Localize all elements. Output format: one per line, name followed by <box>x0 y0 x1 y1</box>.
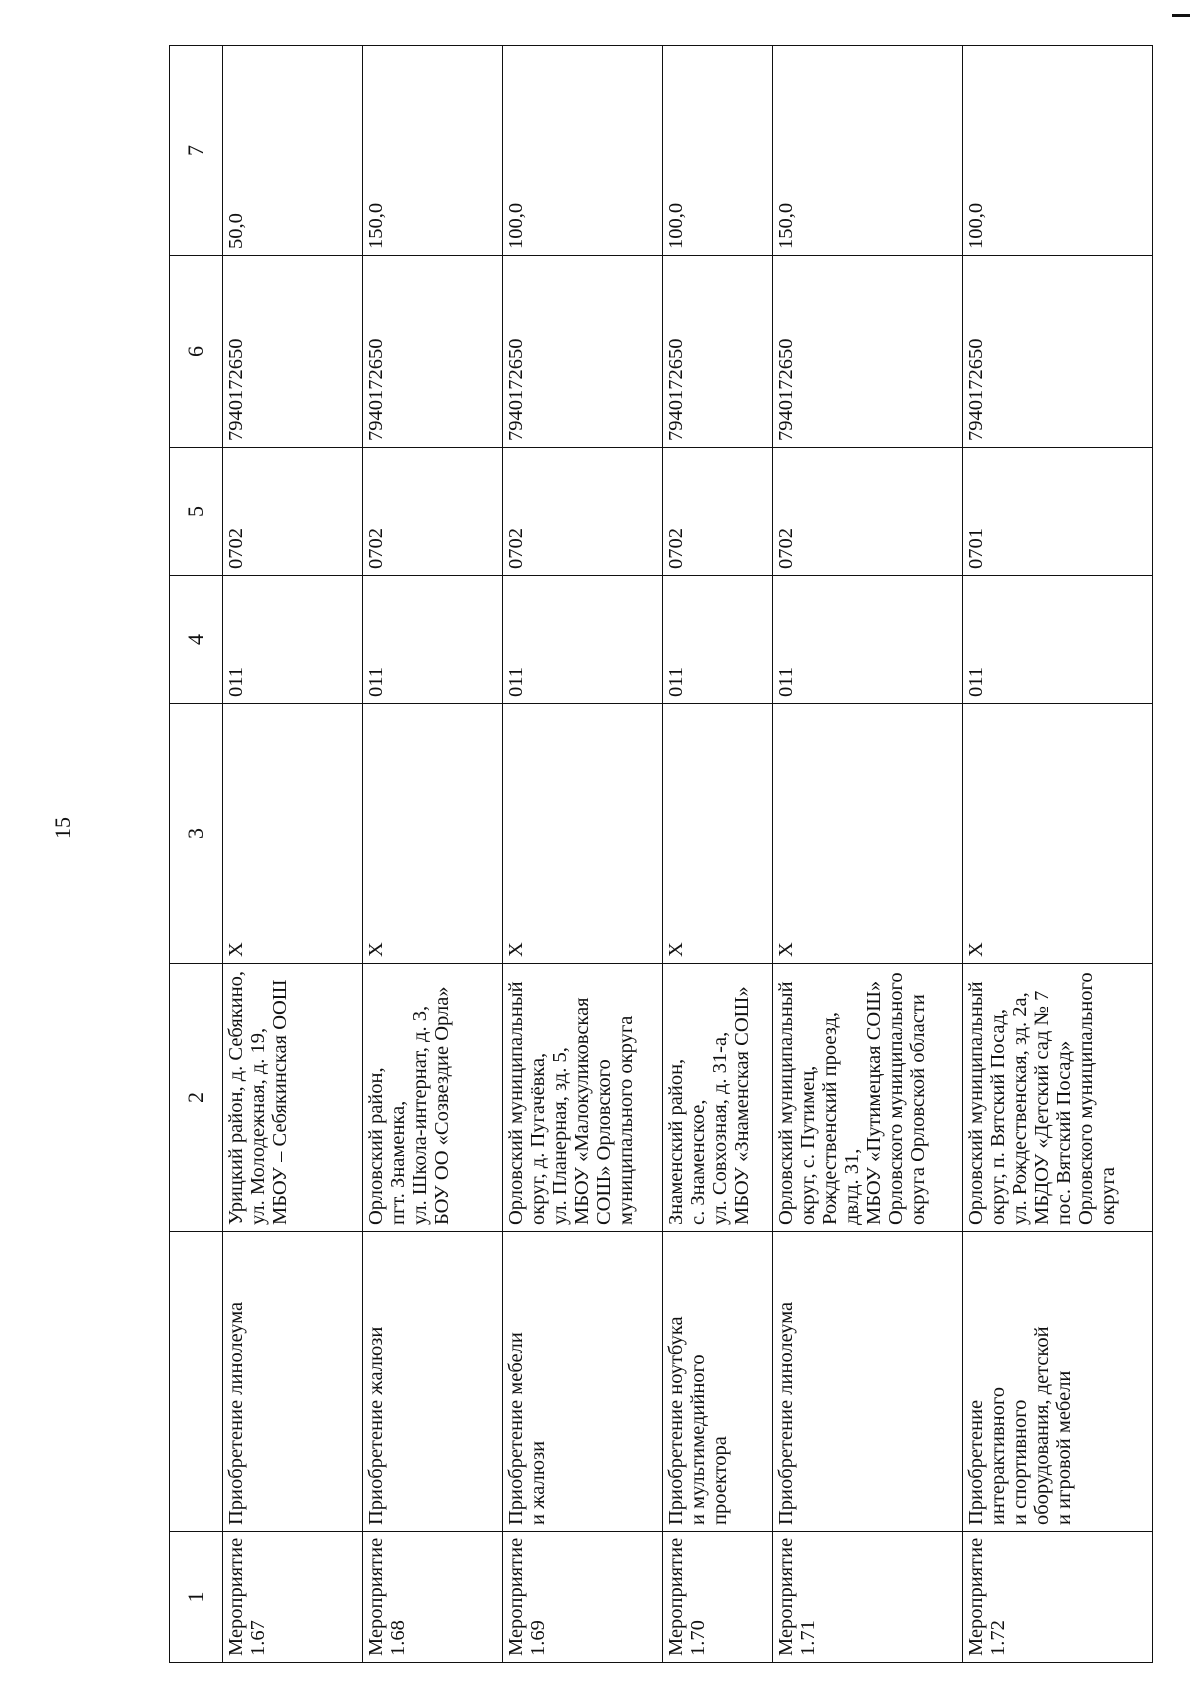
col5-cell: 0702 <box>363 448 503 576</box>
address-cell-line: Рождественский проезд, <box>819 1012 841 1225</box>
address-cell-line: Урицкий район, д. Себякино, <box>225 970 247 1225</box>
header-row <box>170 46 223 1663</box>
purchase-cell-line: Приобретение линолеума <box>225 1301 247 1525</box>
event-cell-line: Мероприятие <box>225 1537 247 1656</box>
col7-cell: 100,0 <box>503 46 663 256</box>
header-cell: 4 <box>170 576 223 704</box>
activities-table <box>169 45 1153 1663</box>
purchase-cell-line: и игровой мебели <box>1053 1370 1075 1525</box>
event-cell-line: Мероприятие <box>775 1537 797 1656</box>
address-cell-line: округ, п. Вятский Посад, <box>987 1008 1009 1225</box>
table-row <box>663 46 773 1663</box>
event-cell-line: 1.68 <box>387 1620 409 1656</box>
col6-cell: 7940172650 <box>963 256 1153 448</box>
event-cell-line: 1.72 <box>987 1620 1009 1656</box>
col4-cell: 011 <box>773 576 963 704</box>
col6-cell: 7940172650 <box>663 256 773 448</box>
table-row <box>223 46 363 1663</box>
address-cell-line: Орловский муниципальный <box>775 981 797 1225</box>
event-cell <box>963 1532 1153 1663</box>
col7-cell: 100,0 <box>963 46 1153 256</box>
page-number: 15 <box>50 817 75 839</box>
address-cell <box>503 964 663 1232</box>
purchase-cell-line: и мультимедийного <box>687 1354 709 1525</box>
col6-cell: 7940172650 <box>503 256 663 448</box>
table-row <box>503 46 663 1663</box>
address-cell-line: Знаменский район, <box>665 1058 687 1225</box>
header-cell: 2 <box>170 964 223 1232</box>
table-row <box>773 46 963 1663</box>
table-container <box>169 46 1119 1663</box>
purchase-cell-line: Приобретение <box>965 1399 987 1525</box>
purchase-cell-line: оборудования, детской <box>1031 1326 1053 1525</box>
purchase-cell-line: Приобретение мебели <box>505 1332 527 1525</box>
purchase-cell <box>223 1232 363 1532</box>
purchase-cell-line: Приобретение ноутбука <box>665 1316 687 1525</box>
address-cell-line: СОШ» Орловского <box>593 1059 615 1225</box>
event-cell <box>663 1532 773 1663</box>
col4-cell: 011 <box>963 576 1153 704</box>
col5-cell: 0702 <box>663 448 773 576</box>
event-cell <box>773 1532 963 1663</box>
address-cell-line: с. Знаменское, <box>687 1099 709 1225</box>
col7-cell: 100,0 <box>663 46 773 256</box>
address-cell-line: ул. Совхозная, д. 31-а, <box>709 1031 731 1225</box>
col7-cell: 150,0 <box>773 46 963 256</box>
col3-cell: Х <box>773 704 963 964</box>
col5-cell: 0702 <box>773 448 963 576</box>
purchase-cell-line: проектора <box>709 1436 731 1525</box>
col3-cell: Х <box>363 704 503 964</box>
address-cell-line: МБОУ – Себякинская ООШ <box>269 979 291 1225</box>
header-cell <box>170 1232 223 1532</box>
col6-cell: 7940172650 <box>223 256 363 448</box>
col3-cell: Х <box>503 704 663 964</box>
col3-cell: Х <box>963 704 1153 964</box>
purchase-cell-line: и жалюзи <box>527 1440 549 1525</box>
col3-cell: Х <box>223 704 363 964</box>
table-row <box>963 46 1153 1663</box>
col5-cell: 0701 <box>963 448 1153 576</box>
purchase-cell <box>773 1232 963 1532</box>
edge-mark <box>1172 14 1190 17</box>
event-cell-line: 1.69 <box>527 1620 549 1656</box>
purchase-cell-line: Приобретение жалюзи <box>365 1326 387 1525</box>
col7-cell: 150,0 <box>363 46 503 256</box>
address-cell-line: Орловского муниципального <box>1075 972 1097 1225</box>
address-cell-line: Орловского муниципального <box>885 972 907 1225</box>
purchase-cell <box>363 1232 503 1532</box>
col4-cell: 011 <box>223 576 363 704</box>
address-cell-line: Орловский район, <box>365 1067 387 1225</box>
address-cell <box>663 964 773 1232</box>
col4-cell: 011 <box>503 576 663 704</box>
address-cell-line: Орловский муниципальный <box>965 981 987 1225</box>
table-row <box>363 46 503 1663</box>
address-cell-line: округ, д. Пугачёвка, <box>527 1052 549 1225</box>
event-cell-line: 1.67 <box>247 1620 269 1656</box>
event-cell <box>363 1532 503 1663</box>
purchase-cell-line: Приобретение линолеума <box>775 1301 797 1525</box>
purchase-cell <box>963 1232 1153 1532</box>
event-cell-line: 1.70 <box>687 1620 709 1656</box>
event-cell <box>223 1532 363 1663</box>
col5-cell: 0702 <box>503 448 663 576</box>
event-cell-line: 1.71 <box>797 1620 819 1656</box>
address-cell-line: пгт. Знаменка, <box>387 1100 409 1225</box>
event-cell-line: Мероприятие <box>365 1537 387 1656</box>
address-cell-line: ул. Рождественская, зд. 2а, <box>1009 992 1031 1225</box>
address-cell <box>773 964 963 1232</box>
col5-cell: 0702 <box>223 448 363 576</box>
address-cell-line: пос. Вятский Посад» <box>1053 1040 1075 1225</box>
address-cell-line: ул. Молодежная, д. 19, <box>247 1027 269 1225</box>
address-cell-line: округа <box>1097 1167 1119 1225</box>
col3-cell: Х <box>663 704 773 964</box>
address-cell-line: ул. Школа-интернат, д. 3, <box>409 1005 431 1225</box>
header-cell: 7 <box>170 46 223 256</box>
address-cell-line: МБДОУ «Детский сад № 7 <box>1031 990 1053 1225</box>
purchase-cell-line: интерактивного <box>987 1386 1009 1525</box>
address-cell-line: двлд. 31, <box>841 1148 863 1225</box>
col6-cell: 7940172650 <box>363 256 503 448</box>
col7-cell: 50,0 <box>223 46 363 256</box>
address-cell-line: округ, с. Путимец, <box>797 1065 819 1225</box>
event-cell-line: Мероприятие <box>665 1537 687 1656</box>
header-cell: 5 <box>170 448 223 576</box>
address-cell-line: муниципального округа <box>615 1015 637 1225</box>
purchase-cell-line: и спортивного <box>1009 1399 1031 1525</box>
address-cell-line: ул. Планерная, зд. 5, <box>549 1047 571 1225</box>
header-cell: 3 <box>170 704 223 964</box>
address-cell-line: МБОУ «Путимецкая СОШ» <box>863 980 885 1225</box>
address-cell <box>963 964 1153 1232</box>
event-cell-line: Мероприятие <box>965 1537 987 1656</box>
col4-cell: 011 <box>363 576 503 704</box>
event-cell-line: Мероприятие <box>505 1537 527 1656</box>
address-cell-line: округа Орловской области <box>907 994 929 1225</box>
event-cell <box>503 1532 663 1663</box>
address-cell-line: БОУ ОО «Созвездие Орла» <box>431 986 453 1225</box>
purchase-cell <box>503 1232 663 1532</box>
address-cell <box>223 964 363 1232</box>
header-cell: 1 <box>170 1532 223 1663</box>
address-cell-line: МБОУ «Малокуликовская <box>571 997 593 1225</box>
col4-cell: 011 <box>663 576 773 704</box>
header-cell: 6 <box>170 256 223 448</box>
address-cell-line: Орловский муниципальный <box>505 981 527 1225</box>
address-cell-line: МБОУ «Знаменская СОШ» <box>731 986 753 1225</box>
address-cell <box>363 964 503 1232</box>
purchase-cell <box>663 1232 773 1532</box>
col6-cell: 7940172650 <box>773 256 963 448</box>
